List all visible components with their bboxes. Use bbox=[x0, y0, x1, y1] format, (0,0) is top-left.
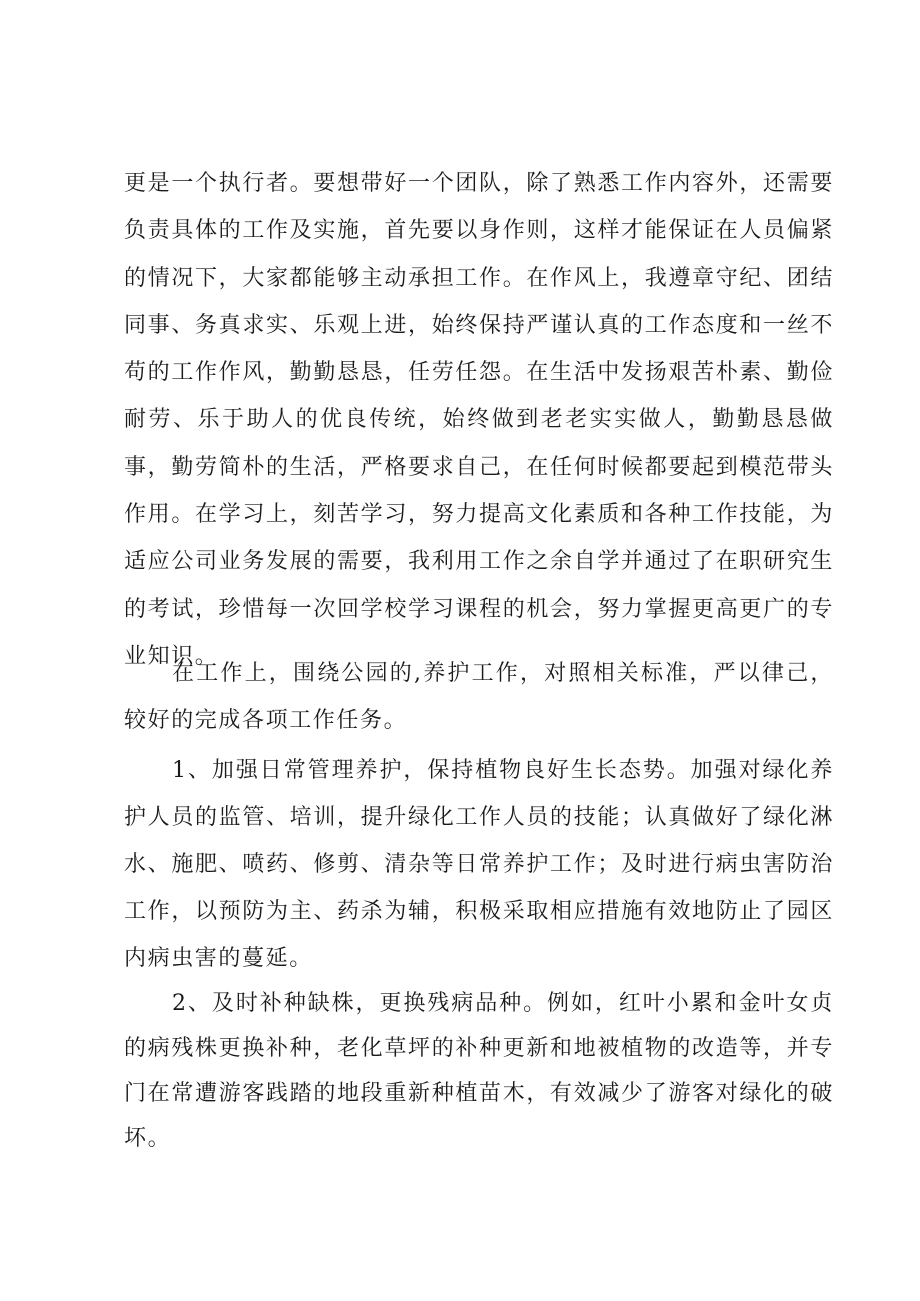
paragraph-text: 1、加强日常管理养护，保持植物良好生长态势。加强对绿化养护人员的监管、培训，提升绿化工作人员的技能；认真做好了绿化淋水、施肥、喷药、修剪、清杂等日常养护工作；及时进行病虫害防治工作，以预防为主、药杀为辅，积极采取相应措施有效地防止了园区内病虫害的蔓延。 bbox=[124, 758, 834, 971]
paragraph-text: 在工作上，围绕公园的,养护工作，对照相关标准，严以律己，较好的完成各项工作任务。 bbox=[124, 661, 834, 733]
paragraph-work-intro bbox=[124, 650, 834, 744]
paragraph-text: 2、及时补种缺株，更换残病品种。例如，红叶小累和金叶女贞的病残株更换补种，老化草坪的补种更新和地被植物的改造等，并专门在常遭游客践踏的地段重新种植苗木，有效减少了游客对绿化的破坏。 bbox=[124, 991, 834, 1151]
paragraph-item-2 bbox=[124, 981, 834, 1161]
paragraph-text: 更是一个执行者。要想带好一个团队，除了熟悉工作内容外，还需要负责具体的工作及实施，首先要以身作则，这样才能保证在人员偏紧的情况下，大家都能够主动承担工作。在作风上，我遵章守纪、团结同事、务真求实、乐观上进，始终保持严谨认真的工作态度和一丝不苟的工作作风，勤勤恳恳，任劳任怨。在生活中发扬艰苦朴素、勤俭耐劳、乐于助人的优良传统，始终做到老老实实做人，勤勤恳恳做事，勤劳简朴的生活，严格要求自己，在任何时候都要起到模范带头作用。在学习上，刻苦学习，努力提高文化素质和各种工作技能，为适应公司业务发展的需要，我利用工作之余自学并通过了在职研究生的考试，珍惜每一次回学校学习课程的机会，努力掌握更高更广的专业知识。 bbox=[124, 171, 834, 669]
paragraph-work-style bbox=[124, 160, 834, 680]
paragraph-item-1 bbox=[124, 747, 834, 982]
